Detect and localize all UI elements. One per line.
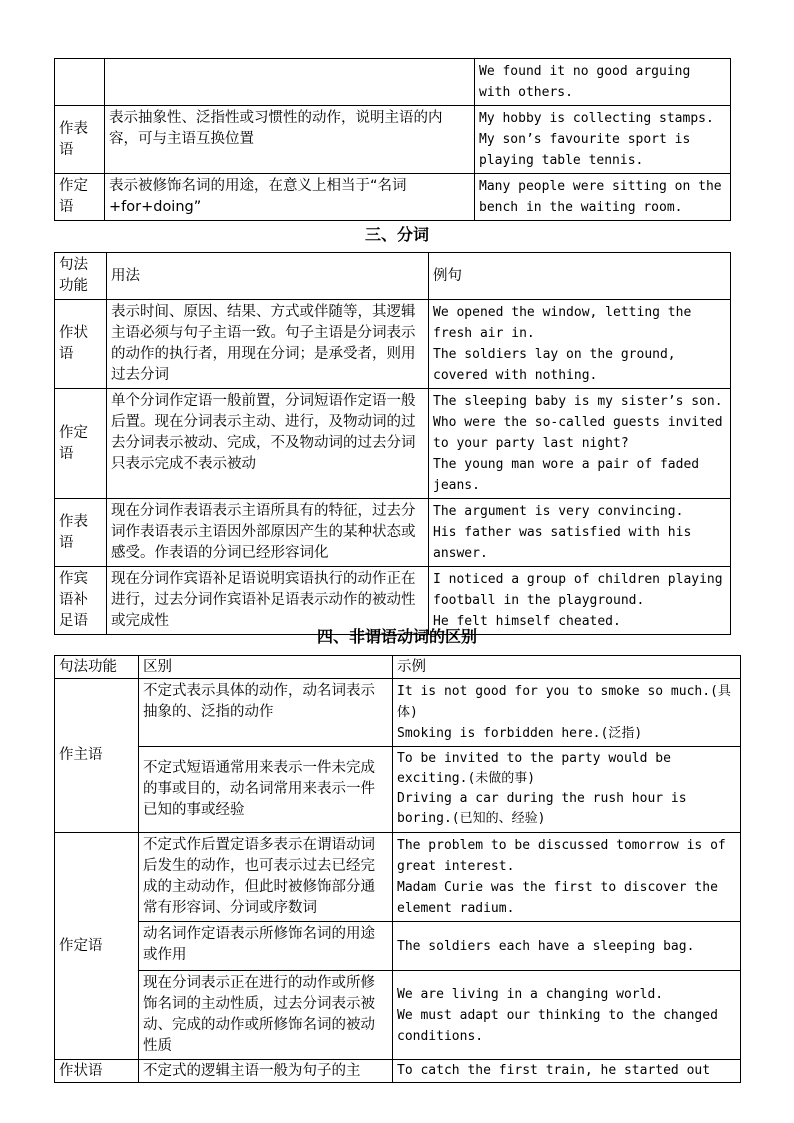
example-sentence: The soldiers lay on the ground, covered with nothing. [433, 347, 676, 383]
example-sentence: We opened the window, letting the fresh air in. [433, 305, 692, 341]
non-finite-difference-table [54, 655, 741, 1083]
function-cell [55, 59, 105, 106]
table-row [55, 747, 741, 833]
example-cell [429, 389, 731, 499]
table-row [55, 59, 731, 106]
example-sentence: My son’s favourite sport is playing table tennis. [479, 132, 691, 168]
example-sentence: Many people were sitting on the bench in the waiting room. [479, 179, 722, 215]
difference-cell: 不定式短语通常用来表示一件未完成的事或目的，动名词常用来表示一件已知的事或经验 [139, 747, 393, 833]
difference-cell: 不定式的逻辑主语一般为句子的主 [139, 1060, 393, 1083]
example-cell [429, 300, 731, 389]
example-sentence: To catch the first train, he started out [397, 1063, 711, 1078]
header-examples: 例句 [429, 253, 731, 300]
header-function: 句法功能 [55, 656, 139, 679]
example-cell [393, 833, 741, 922]
usage-cell: 单个分词作定语一般前置，分词短语作定语一般后置。现在分词表示主动、进行，及物动词的过去分词表示被动、完成，不及物动词的过去分词只表示完成不表示被动 [107, 389, 429, 499]
example-sentence: We are living in a changing world. [397, 986, 664, 1002]
usage-cell: 表示被修饰名词的用途，在意义上相当于“名词+for+doing” [105, 174, 475, 221]
example-sentence: We found it no good arguing with others. [479, 64, 691, 100]
usage-cell: 现在分词作表语表示主语所具有的特征，过去分词作表语表示主语因外部原因产生的某种状态或感受。作表语的分词已经形容词化 [107, 499, 429, 567]
example-sentence: To be invited to the party would be exciting.(未做的事) [397, 751, 671, 786]
example-sentence: The sleeping baby is my sister’s son. [433, 394, 723, 409]
participle-table [54, 252, 731, 635]
example-sentence: Madam Curie was the first to discover the element radium. [397, 880, 718, 916]
table-row [55, 300, 731, 389]
function-cell: 作表语 [55, 499, 107, 567]
example-sentence: He felt himself cheated. [433, 614, 621, 629]
header-function: 句法功能 [55, 253, 107, 300]
table-header-row [55, 253, 731, 300]
example-cell [475, 59, 731, 106]
table-header-row [55, 656, 741, 679]
table-row [55, 106, 731, 174]
function-cell: 作定语 [55, 833, 139, 1060]
table-row [55, 922, 741, 971]
table-row [55, 679, 741, 747]
example-sentence: The problem to be discussed tomorrow is of great interest. [397, 838, 726, 874]
function-cell: 作宾语补足语 [55, 567, 107, 635]
table-row [55, 389, 731, 499]
header-difference: 区别 [139, 656, 393, 679]
section-title-non-finite: 四、非谓语动词的区别 [316, 627, 477, 646]
usage-cell: 现在分词作宾语补足语说明宾语执行的动作正在进行，过去分词作宾语补足语表示动作的被动性或完成性 [107, 567, 429, 635]
difference-cell: 现在分词表示正在进行的动作或所修饰名词的主动性质，过去分词表示被动、完成的动作或所修饰名词的被动性质 [139, 971, 393, 1060]
table-row [55, 499, 731, 567]
function-cell: 作状语 [55, 300, 107, 389]
example-sentence: The argument is very convincing. [433, 504, 684, 519]
difference-cell: 动名词作定语表示所修饰名词的用途或作用 [139, 922, 393, 971]
example-sentence: Smoking is forbidden here.(泛指) [397, 726, 643, 741]
example-cell [393, 1060, 741, 1083]
usage-cell: 表示时间、原因、结果、方式或伴随等，其逻辑主语必须与句子主语一致。句子主语是分词表示的动作的执行者，用现在分词；是承受者，则用过去分词 [107, 300, 429, 389]
example-sentence: Driving a car during the rush hour is boring.(已知的、经验) [397, 791, 687, 826]
example-sentence: My hobby is collecting stamps. [479, 111, 714, 126]
example-sentence: Who were the so-called guests invited to your party last night? [433, 415, 723, 451]
example-cell [393, 971, 741, 1060]
usage-cell: 表示抽象性、泛指性或习惯性的动作，说明主语的内容，可与主语互换位置 [105, 106, 475, 174]
example-sentence: I noticed a group of children playing football in the playground. [433, 572, 723, 608]
example-sentence: It is not good for you to smoke so much.(具体) [397, 684, 731, 720]
function-cell: 作定语 [55, 174, 105, 221]
header-usage: 用法 [107, 253, 429, 300]
difference-cell: 不定式作后置定语多表示在谓语动词后发生的动作，也可表示过去已经完成的主动动作，但此时被修饰部分通常有形容词、分词或序数词 [139, 833, 393, 922]
example-cell [475, 174, 731, 221]
example-sentence: The soldiers each have a sleeping bag. [397, 938, 695, 954]
example-cell [475, 106, 731, 174]
function-cell: 作状语 [55, 1060, 139, 1083]
example-cell [393, 679, 741, 747]
table-row [55, 971, 741, 1060]
example-sentence: We must adapt our thinking to the changed conditions. [397, 1007, 718, 1044]
header-examples: 示例 [393, 656, 741, 679]
gerund-table-continued [54, 58, 731, 221]
section-title-participle: 三、分词 [364, 225, 429, 244]
usage-cell [105, 59, 475, 106]
example-cell [429, 499, 731, 567]
function-cell: 作主语 [55, 679, 139, 833]
table-row [55, 1060, 741, 1083]
difference-cell: 不定式表示具体的动作，动名词表示抽象的、泛指的动作 [139, 679, 393, 747]
function-cell: 作表语 [55, 106, 105, 174]
example-cell [393, 747, 741, 833]
table-row [55, 833, 741, 922]
function-cell: 作定语 [55, 389, 107, 499]
example-cell [393, 922, 741, 971]
table-row [55, 174, 731, 221]
example-sentence: His father was satisfied with his answer. [433, 525, 692, 561]
example-sentence: The young man wore a pair of faded jeans. [433, 457, 700, 493]
